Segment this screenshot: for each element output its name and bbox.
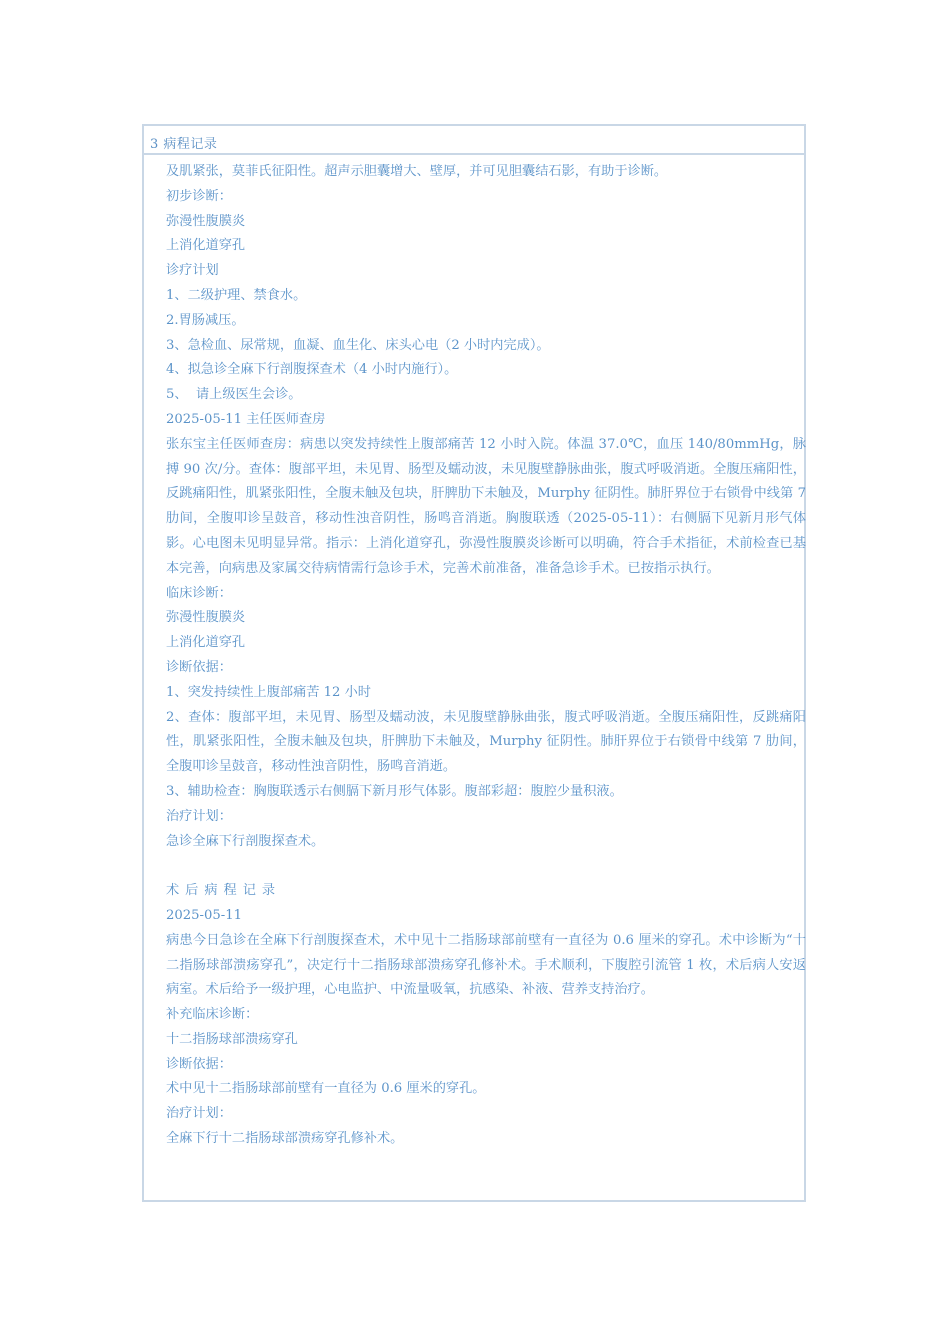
postop-text: 病患今日急诊在全麻下行剖腹探查术，术中见十二指肠球部前壁有一直径为 0.6 厘米的穿孔。术中诊断为“十二指肠球部溃疡穿孔”，决定行十二指肠球部溃疡穿孔修补术。手术顺利，下腹腔引流管 1 枚，术后病人安返病室。术后给予一级护理，心电监护、中流量吸氧，抗感染、补液、营养支持治疗。 xyxy=(166,932,806,998)
diagnosis-basis-heading: 诊断依据： xyxy=(166,1056,232,1072)
diagnosis-item: 弥漫性腹膜炎 xyxy=(166,213,246,229)
blank-line xyxy=(166,854,806,879)
plan-item: 急诊全麻下行剖腹探查术。 xyxy=(166,833,325,849)
section-header xyxy=(144,126,804,155)
treatment-plan-heading: 治疗计划： xyxy=(166,808,232,824)
ward-round-heading: 2025-05-11 主任医师查房 xyxy=(166,411,326,427)
treatment-plan-heading: 诊疗计划 xyxy=(166,263,219,279)
diagnosis-item: 十二指肠球部溃疡穿孔 xyxy=(166,1031,298,1047)
plan-item: 1、二级护理、禁食水。 xyxy=(166,287,307,303)
ward-round-text: 张东宝主任医师查房：病患以突发持续性上腹部痛苦 12 小时入院。体温 37.0℃，血压 140/80mmHg，脉搏 90 次/分。查体：腹部平坦，未见胃、肠型及蠕动波，未见腹壁静脉曲张，腹式呼吸消逝。全腹压痛阳性，反跳痛阳性，肌紧张阳性，全腹未触及包块，肝脾肋下未触及，Murphy 征阴性。肺肝界位于右锁骨中线第 7 肋间，全腹叩诊呈鼓音，移动性浊音阴性，肠鸣音消逝。胸腹联透（2025-05-11）：右侧膈下见新月形气体影。心电图未见明显异常。指示：上消化道穿孔，弥漫性腹膜炎诊断可以明确，符合手术指征，术前检查已基本完善，向病患及家属交待病情需行急诊手术，完善术前准备，准备急诊手术。已按指示执行。 xyxy=(166,436,806,576)
plan-item: 全麻下行十二指肠球部溃疡穿孔修补术。 xyxy=(166,1131,404,1147)
diagnosis-basis-heading: 诊断依据： xyxy=(166,659,232,675)
clinical-diagnosis-heading: 临床诊断： xyxy=(166,585,232,601)
basis-item: 3、辅助检查：胸腹联透示右侧膈下新月形气体影。腹部彩超：腹腔少量积液。 xyxy=(166,783,623,799)
plan-item: 2.胃肠减压。 xyxy=(166,312,245,328)
basis-item: 术中见十二指肠球部前壁有一直径为 0.6 厘米的穿孔。 xyxy=(166,1081,486,1097)
plan-item: 3、急检血、尿常规，血凝、血生化、床头心电（2 小时内完成）。 xyxy=(166,337,550,353)
initial-diagnosis-heading: 初步诊断： xyxy=(166,188,232,204)
exam-findings-text: 及肌紧张，莫菲氏征阳性。超声示胆囊增大、壁厚，并可见胆囊结石影，有助于诊断。 xyxy=(166,164,668,179)
record-body xyxy=(166,160,806,1152)
plan-item: 5、 请上级医生会诊。 xyxy=(166,387,302,403)
diagnosis-item: 上消化道穿孔 xyxy=(166,238,246,254)
section-title: 3 病程记录 xyxy=(150,137,218,152)
record-frame xyxy=(142,124,806,1202)
basis-item: 1、突发持续性上腹部痛苦 12 小时 xyxy=(166,684,371,700)
treatment-plan-heading: 治疗计划： xyxy=(166,1106,232,1122)
diagnosis-item: 弥漫性腹膜炎 xyxy=(166,610,246,626)
supplementary-diagnosis-heading: 补充临床诊断： xyxy=(166,1007,259,1023)
diagnosis-item: 上消化道穿孔 xyxy=(166,635,246,651)
postop-record-heading: 术后病程记录 xyxy=(166,883,282,899)
postop-date: 2025-05-11 xyxy=(166,907,243,923)
basis-item: 2、查体：腹部平坦，未见胃、肠型及蠕动波，未见腹壁静脉曲张，腹式呼吸消逝。全腹压痛阳性，反跳痛阳性，肌紧张阳性，全腹未触及包块，肝脾肋下未触及，Murphy 征阴性。肺肝界位于右锁骨中线第 7 肋间，全腹叩诊呈鼓音，移动性浊音阴性，肠鸣音消逝。 xyxy=(166,709,806,775)
plan-item: 4、拟急诊全麻下行剖腹探查术（4 小时内施行）。 xyxy=(166,362,458,378)
